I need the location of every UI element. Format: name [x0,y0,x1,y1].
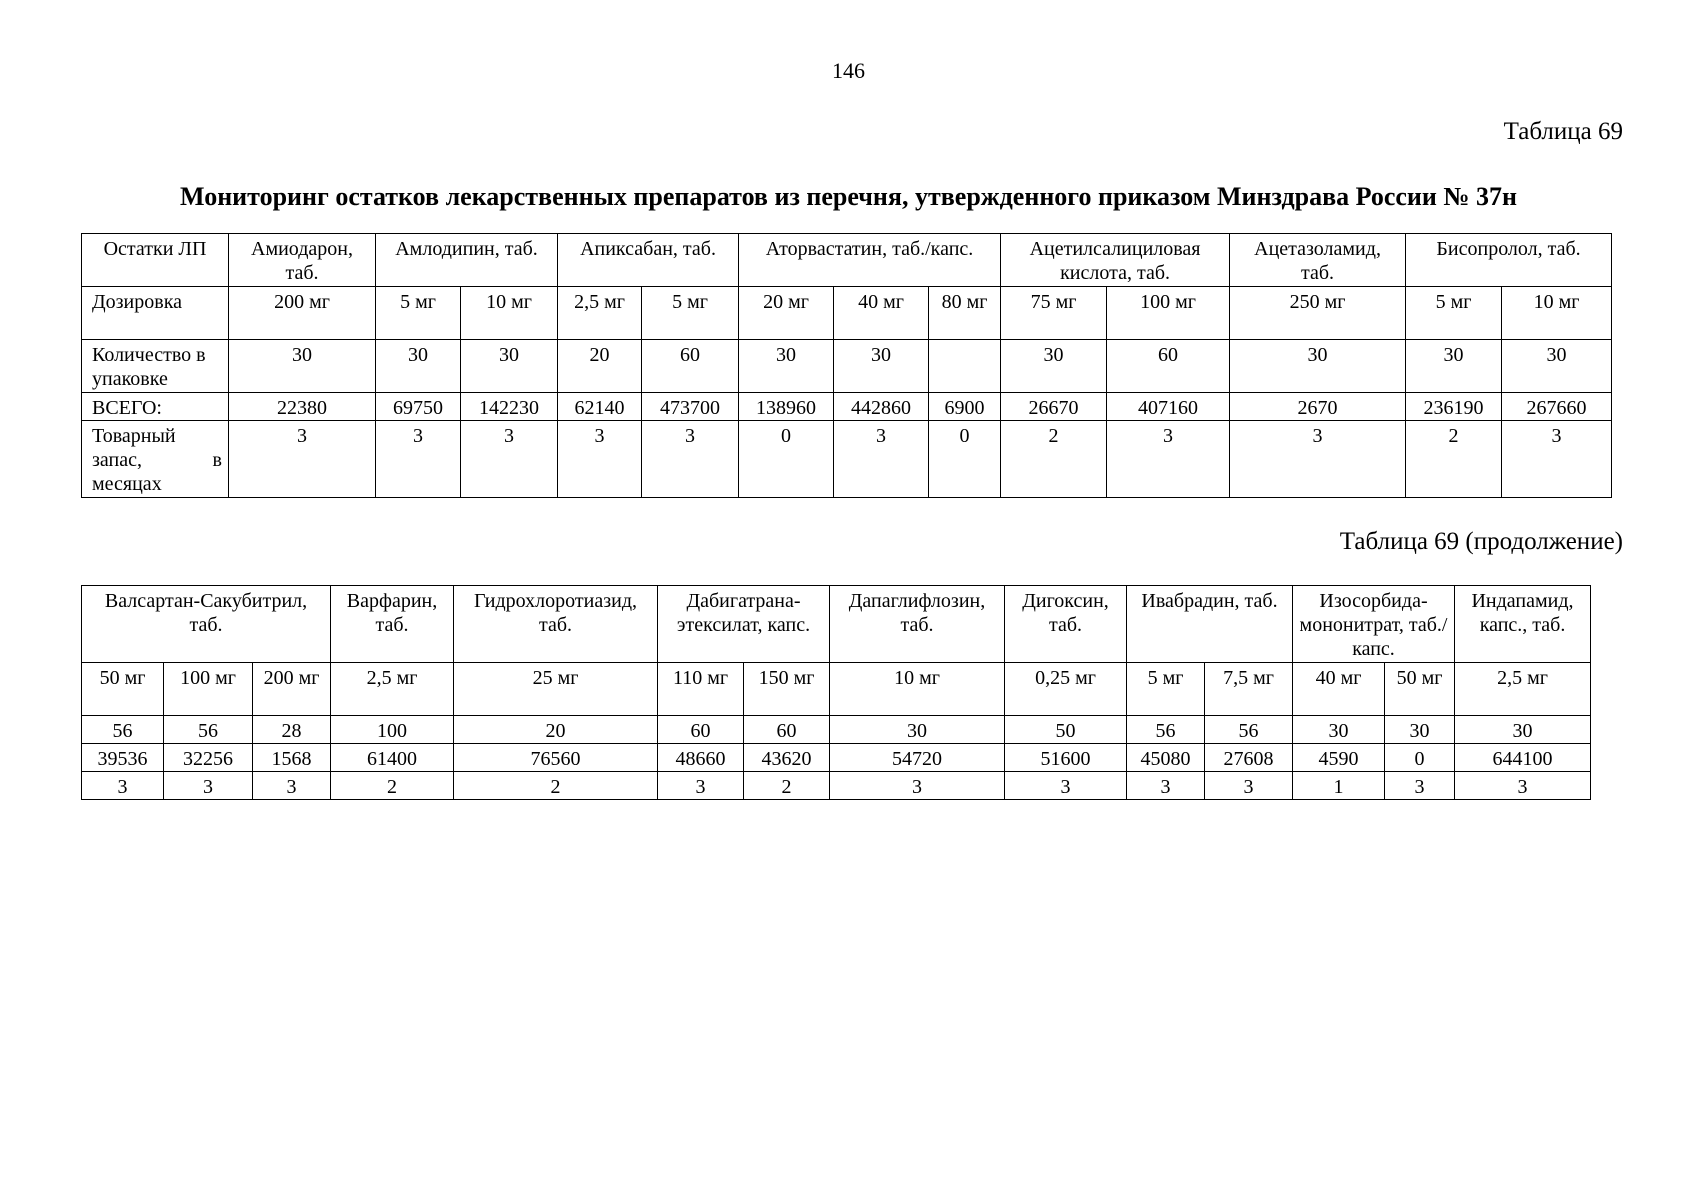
drug-header: Аторвастатин, таб./капс. [739,234,1001,287]
stock-row [82,421,1612,498]
dose-cell: 50 мг [1385,663,1455,716]
drug-header: Изосорбида-мононитрат, таб./капс. [1293,586,1455,663]
pack-row [82,716,1591,744]
dose-cell: 75 мг [1001,287,1107,340]
dose-cell: 10 мг [461,287,558,340]
dose-cell: 80 мг [929,287,1001,340]
total-cell: 1568 [253,744,331,772]
total-cell: 6900 [929,393,1001,421]
pack-cell: 50 [1005,716,1127,744]
dose-cell: 10 мг [830,663,1005,716]
pack-cell: 30 [830,716,1005,744]
stock-cell: 1 [1293,772,1385,800]
total-cell: 32256 [164,744,253,772]
stock-cell: 2 [454,772,658,800]
dose-row [82,287,1612,340]
table-label: Таблица 69 [1503,118,1623,145]
stock-cell: 3 [1502,421,1612,498]
pack-cell: 30 [1230,340,1406,393]
table-header-row [82,234,1612,287]
total-cell: 138960 [739,393,834,421]
dose-cell: 40 мг [834,287,929,340]
total-cell: 27608 [1205,744,1293,772]
stock-cell: 3 [558,421,642,498]
total-cell: 473700 [642,393,739,421]
drug-header: Амлодипин, таб. [376,234,558,287]
stock-cell: 3 [1107,421,1230,498]
stock-cell: 0 [929,421,1001,498]
total-cell: 236190 [1406,393,1502,421]
stock-cell: 3 [253,772,331,800]
pack-cell: 60 [744,716,830,744]
pack-cell: 30 [1001,340,1107,393]
stock-cell: 3 [461,421,558,498]
total-cell: 0 [1385,744,1455,772]
total-cell: 45080 [1127,744,1205,772]
dose-cell: 20 мг [739,287,834,340]
dose-cell: 5 мг [642,287,739,340]
total-cell: 2670 [1230,393,1406,421]
stock-cell: 3 [658,772,744,800]
stock-cell: 3 [1127,772,1205,800]
corner-cell: Остатки ЛП [82,234,229,287]
stock-cell: 2 [1001,421,1107,498]
pack-cell: 30 [1406,340,1502,393]
drug-header: Дапаглифлозин, таб. [830,586,1005,663]
stock-cell: 3 [834,421,929,498]
medication-stock-table-continued [81,585,1591,800]
dose-cell: 5 мг [1127,663,1205,716]
dose-cell: 25 мг [454,663,658,716]
dose-cell: 100 мг [164,663,253,716]
pack-cell: 30 [229,340,376,393]
pack-cell: 20 [454,716,658,744]
dose-cell: 5 мг [1406,287,1502,340]
total-cell: 26670 [1001,393,1107,421]
row-label: Товарный запас, в месяцах [82,421,229,498]
pack-cell [929,340,1001,393]
dose-cell: 250 мг [1230,287,1406,340]
dose-cell: 2,5 мг [331,663,454,716]
drug-header: Бисопролол, таб. [1406,234,1612,287]
dose-row [82,663,1591,716]
drug-header: Дигоксин, таб. [1005,586,1127,663]
drug-header: Ивабрадин, таб. [1127,586,1293,663]
total-cell: 43620 [744,744,830,772]
total-cell: 442860 [834,393,929,421]
total-cell: 61400 [331,744,454,772]
dose-cell: 100 мг [1107,287,1230,340]
total-cell: 22380 [229,393,376,421]
pack-cell: 56 [164,716,253,744]
pack-cell: 30 [1385,716,1455,744]
pack-row [82,340,1612,393]
total-cell: 644100 [1455,744,1591,772]
pack-cell: 56 [1205,716,1293,744]
dose-cell: 5 мг [376,287,461,340]
dose-cell: 110 мг [658,663,744,716]
total-cell: 76560 [454,744,658,772]
medication-stock-table [81,233,1612,498]
total-row [82,744,1591,772]
dose-cell: 200 мг [253,663,331,716]
pack-cell: 100 [331,716,454,744]
drug-header: Апиксабан, таб. [558,234,739,287]
pack-cell: 60 [658,716,744,744]
stock-cell: 3 [376,421,461,498]
drug-header: Ацетазоламид, таб. [1230,234,1406,287]
stock-cell: 3 [229,421,376,498]
stock-cell: 3 [1205,772,1293,800]
pack-cell: 30 [1293,716,1385,744]
total-cell: 39536 [82,744,164,772]
drug-header: Дабигатрана-этексилат, капс. [658,586,830,663]
dose-cell: 7,5 мг [1205,663,1293,716]
stock-cell: 0 [739,421,834,498]
stock-cell: 3 [1385,772,1455,800]
total-cell: 51600 [1005,744,1127,772]
document-title: Мониторинг остатков лекарственных препаратов из перечня, утвержденного приказом Минздрава России № 37н [180,182,1517,211]
dose-cell: 10 мг [1502,287,1612,340]
dose-cell: 0,25 мг [1005,663,1127,716]
drug-header: Гидрохлоротиазид, таб. [454,586,658,663]
total-cell: 48660 [658,744,744,772]
stock-cell: 3 [1455,772,1591,800]
pack-cell: 30 [1502,340,1612,393]
drug-header: Амиодарон, таб. [229,234,376,287]
total-cell: 62140 [558,393,642,421]
pack-cell: 56 [1127,716,1205,744]
table-header-row [82,586,1591,663]
total-cell: 142230 [461,393,558,421]
pack-cell: 28 [253,716,331,744]
total-cell: 69750 [376,393,461,421]
dose-cell: 2,5 мг [558,287,642,340]
dose-cell: 150 мг [744,663,830,716]
total-row [82,393,1612,421]
stock-cell: 3 [164,772,253,800]
page-number: 146 [832,58,865,83]
row-label: ВСЕГО: [82,393,229,421]
drug-header: Варфарин, таб. [331,586,454,663]
pack-cell: 30 [1455,716,1591,744]
stock-cell: 3 [642,421,739,498]
pack-cell: 20 [558,340,642,393]
pack-cell: 60 [1107,340,1230,393]
pack-cell: 56 [82,716,164,744]
drug-header: Валсартан-Сакубитрил, таб. [82,586,331,663]
stock-cell: 3 [82,772,164,800]
row-label: Количество в упаковке [82,340,229,393]
dose-cell: 50 мг [82,663,164,716]
dose-cell: 2,5 мг [1455,663,1591,716]
drug-header: Ацетилсалициловая кислота, таб. [1001,234,1230,287]
stock-row [82,772,1591,800]
stock-cell: 2 [331,772,454,800]
pack-cell: 30 [376,340,461,393]
total-cell: 4590 [1293,744,1385,772]
pack-cell: 30 [834,340,929,393]
pack-cell: 30 [461,340,558,393]
total-cell: 407160 [1107,393,1230,421]
stock-cell: 2 [1406,421,1502,498]
total-cell: 267660 [1502,393,1612,421]
table-continuation-label: Таблица 69 (продолжение) [1339,528,1623,555]
pack-cell: 60 [642,340,739,393]
stock-cell: 3 [830,772,1005,800]
stock-cell: 3 [1005,772,1127,800]
pack-cell: 30 [739,340,834,393]
dose-cell: 200 мг [229,287,376,340]
dose-cell: 40 мг [1293,663,1385,716]
row-label: Дозировка [82,287,229,340]
drug-header: Индапамид, капс., таб. [1455,586,1591,663]
stock-cell: 2 [744,772,830,800]
stock-cell: 3 [1230,421,1406,498]
total-cell: 54720 [830,744,1005,772]
